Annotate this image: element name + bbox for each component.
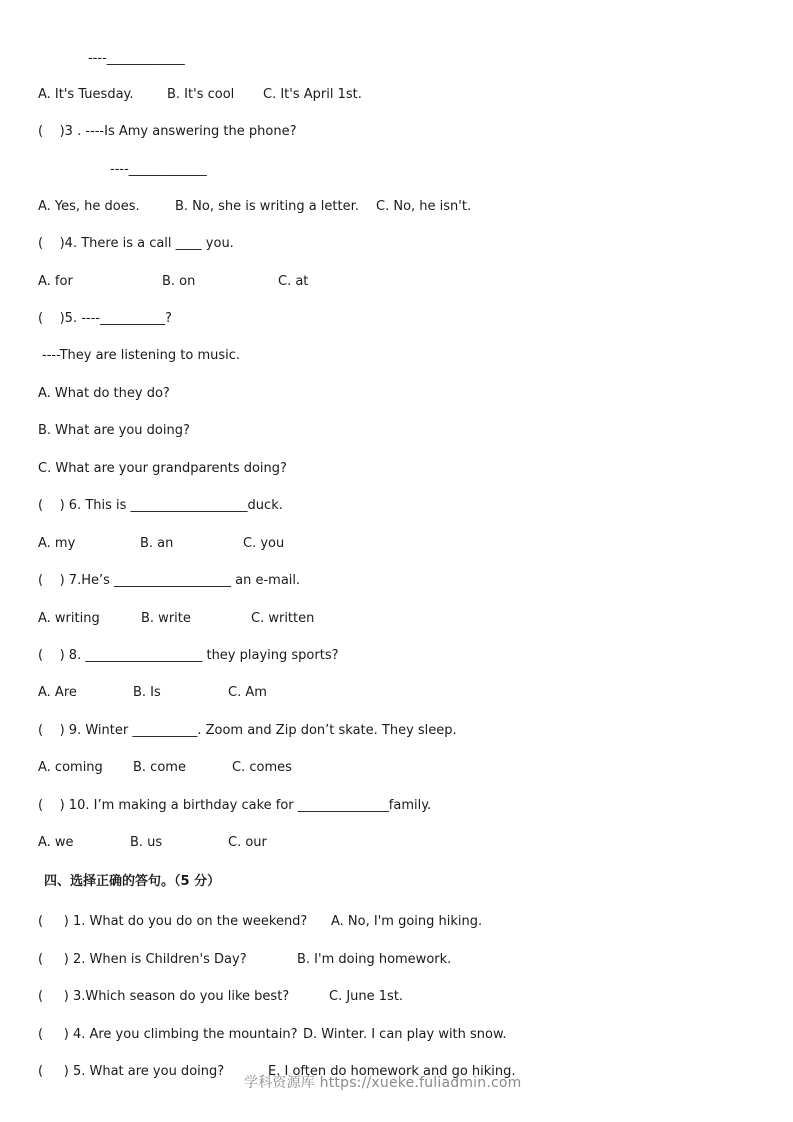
q7-stem: ( ) 7.He’s __________________ an e-mail.: [38, 573, 301, 588]
q5-answer-line: ----They are listening to music.: [42, 348, 241, 363]
section4-answer-b: B. I'm doing homework.: [297, 952, 452, 967]
q10-stem: ( ) 10. I’m making a birthday cake for ______________family.: [38, 798, 432, 813]
q3-answer-blank: ----____________: [110, 162, 207, 177]
q6-option-c: C. you: [243, 536, 285, 551]
q5-option-a: A. What do they do?: [38, 386, 170, 401]
q9-option-b: B. come: [133, 760, 186, 775]
q7-option-a: A. writing: [38, 611, 100, 626]
q6-stem: ( ) 6. This is __________________duck.: [38, 498, 283, 513]
q9-stem: ( ) 9. Winter __________. Zoom and Zip don’t skate. They sleep.: [38, 723, 457, 738]
section4-question-2: ( ) 2. When is Children's Day?: [38, 952, 247, 967]
q10-option-c: C. our: [228, 835, 267, 850]
q7-option-c: C. written: [251, 611, 315, 626]
q8-option-a: A. Are: [38, 685, 77, 700]
q3-option-c: C. No, he isn't.: [376, 199, 472, 214]
q3-option-a: A. Yes, he does.: [38, 199, 140, 214]
q3-option-b: B. No, she is writing a letter.: [175, 199, 359, 214]
q4-option-c: C. at: [278, 274, 309, 289]
q2-option-b: B. It's cool: [167, 87, 235, 102]
section4-answer-c: C. June 1st.: [329, 989, 404, 1004]
section4-question-5: ( ) 5. What are you doing?: [38, 1064, 225, 1079]
q2-option-a: A. It's Tuesday.: [38, 87, 134, 102]
q9-option-a: A. coming: [38, 760, 103, 775]
q8-option-b: B. Is: [133, 685, 161, 700]
q6-option-b: B. an: [140, 536, 174, 551]
q10-option-b: B. us: [130, 835, 163, 850]
watermark: 学科资源库 https://xueke.fuliadmin.com: [244, 1075, 522, 1091]
q4-stem: ( )4. There is a call ____ you.: [38, 236, 234, 251]
q4-option-b: B. on: [162, 274, 196, 289]
q4-option-a: A. for: [38, 274, 73, 289]
section4-question-1: ( ) 1. What do you do on the weekend?: [38, 914, 308, 929]
section4-answer-d: D. Winter. I can play with snow.: [303, 1027, 507, 1042]
section4-question-4: ( ) 4. Are you climbing the mountain?: [38, 1027, 298, 1042]
q2-option-c: C. It's April 1st.: [263, 87, 362, 102]
q5-stem: ( )5. ----__________?: [38, 311, 172, 326]
section4-question-3: ( ) 3.Which season do you like best?: [38, 989, 290, 1004]
q6-option-a: A. my: [38, 536, 76, 551]
q2-answer-blank: ----____________: [88, 51, 185, 66]
q10-option-a: A. we: [38, 835, 74, 850]
q9-option-c: C. comes: [232, 760, 292, 775]
q8-stem: ( ) 8. __________________ they playing sports?: [38, 648, 339, 663]
section4-answer-e: E. I often do homework and go hiking.: [268, 1064, 516, 1079]
q7-option-b: B. write: [141, 611, 191, 626]
q5-option-c: C. What are your grandparents doing?: [38, 461, 287, 476]
section4-heading: 四、选择正确的答句。（5 分）: [44, 874, 221, 889]
q5-option-b: B. What are you doing?: [38, 423, 190, 438]
section4-answer-a: A. No, I'm going hiking.: [331, 914, 483, 929]
q3-stem: ( )3 . ----Is Amy answering the phone?: [38, 124, 297, 139]
q8-option-c: C. Am: [228, 685, 267, 700]
